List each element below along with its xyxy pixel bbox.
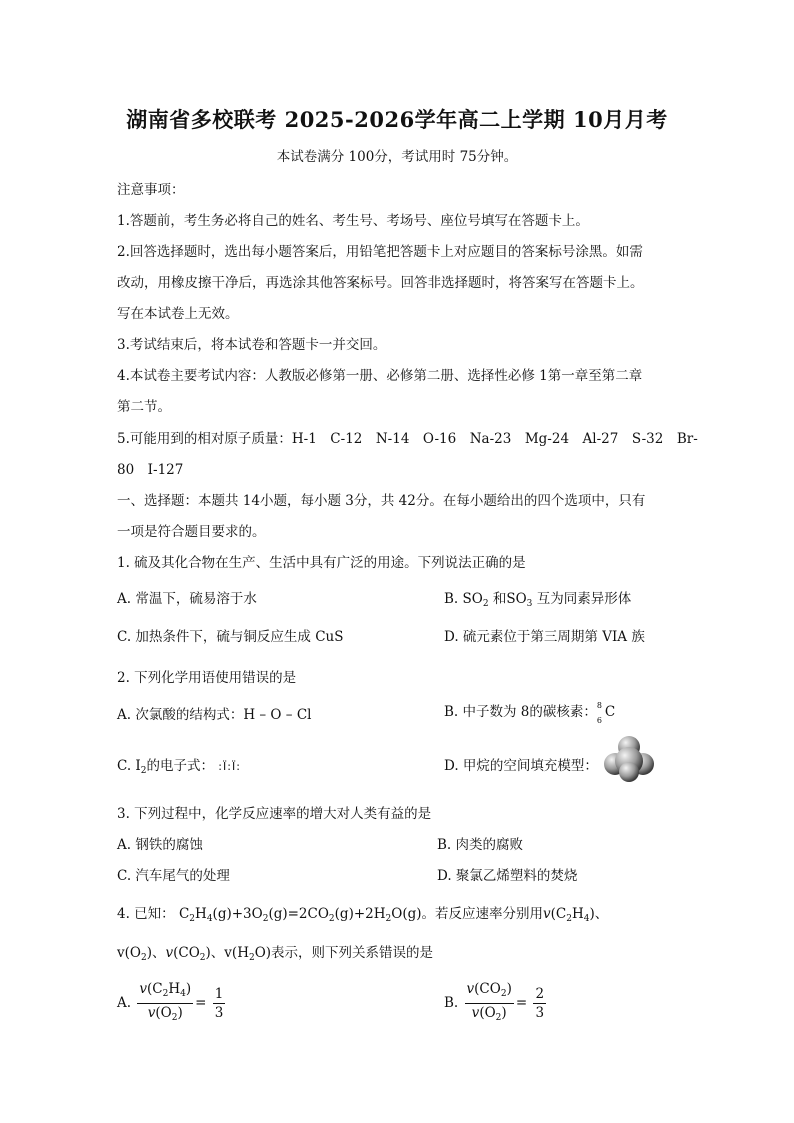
q1-option-b-label: B. [444, 591, 459, 607]
q3-option-c: C. 汽车尾气的处理 [117, 868, 230, 884]
carbon-nuclide-symbol: 8 6 [596, 700, 602, 725]
q1-option-b: B. $SO_2$ 和$SO_3$ 互为同素异形体 [444, 591, 632, 609]
iodine-electron-formula: :Ï:Ï: [218, 760, 241, 773]
section-heading-b: 一项是符合题目要求的。 [117, 524, 266, 540]
q2-option-b-text: B. 中子数为 8的碳核素： [444, 704, 597, 720]
q2-option-a: A. 次氯酸的结构式：H – O – Cl [117, 707, 312, 723]
q4-option-a: A. $\frac{v(C_2H_4)}{v(O_2)}$ = $\frac{1}{3}$ [117, 980, 227, 1027]
q3-option-a: A. 钢铁的腐蚀 [117, 837, 203, 853]
note-5b: 80 I-127 [117, 462, 184, 478]
q4-option-a-label: A. [117, 995, 132, 1011]
note-2a: 2.回答选择题时，选出每小题答案后，用铅笔把答题卡上对应题目的答案标号涂黑。如需 [117, 244, 643, 260]
exam-title: 湖南省多校联考 2025-2026学年高二上学期 10月月考 [126, 107, 668, 132]
note-5a: 5.可能用到的相对原子质量：H-1 C-12 N-14 O-16 Na-23 Mg-24 Al-27 S-32 Br- [117, 431, 698, 447]
q2-stem: 2. 下列化学用语使用错误的是 [117, 670, 297, 686]
q2-option-d: D. 甲烷的空间填充模型： [444, 758, 598, 774]
q1-option-a: A. 常温下，硫易溶于水 [117, 591, 257, 607]
note-2b: 改动，用橡皮擦干净后，再选涂其他答案标号。回答非选择题时，将答案写在答题卡上。 [117, 275, 644, 291]
section-heading-a: 一、选择题：本题共 14小题，每小题 3分，共 42分。在每小题给出的四个选项中，只有 [117, 493, 646, 509]
q1-stem: 1. 硫及其化合物在生产、生活中具有广泛的用途。下列说法正确的是 [117, 555, 526, 571]
q4-option-b-label: B. [444, 995, 459, 1011]
exam-subtitle: 本试卷满分 100分，考试用时 75分钟。 [276, 149, 518, 165]
q4-option-b-lhs-fraction: $\frac{v(CO_2)}{v(O_2)}$ [466, 981, 512, 1023]
q4-option-a-rhs-fraction: $\frac{1}{3}$ [214, 986, 224, 1021]
q4-option-b: B. $\frac{v(CO_2)}{v(O_2)}$ = $\frac{2}{3}$ [444, 980, 548, 1027]
q4-stem: 4. 已知： $C_2H_4(g)+3O_2(g)=2CO_2(g)+2H_2O(g)$。若反应速率分别用$v(C_2H_4)$、 [117, 906, 609, 924]
note-2c: 写在本试卷上无效。 [117, 306, 239, 322]
note-3: 3.考试结束后，将本试卷和答题卡一并交回。 [117, 337, 387, 353]
q4-stem-post: 。若反应速率分别用 [421, 906, 543, 922]
notes-heading: 注意事项： [117, 182, 185, 198]
q4-stem-line2-text: 表示，则下列关系错误的是 [271, 945, 434, 961]
q3-stem: 3. 下列过程中，化学反应速率的增大对人类有益的是 [117, 806, 432, 822]
q4-stem-line2: $v(O_2)$、$v(CO_2)$、$v(H_2O)$表示，则下列关系错误的是 [117, 945, 434, 963]
q2-option-c: C. $I_2$的电子式： :Ï:Ï: [117, 758, 241, 776]
q3-option-b: B. 肉类的腐败 [437, 837, 524, 853]
note-4b: 第二节。 [117, 399, 171, 415]
q1-option-c: C. 加热条件下，硫与铜反应生成 CuS [117, 629, 344, 645]
q4-stem-pre: 4. 已知： [117, 906, 175, 922]
q1-option-d: D. 硫元素位于第三周期第 VIA 族 [444, 629, 645, 645]
methane-space-filling-model-icon [602, 734, 658, 784]
note-4a: 4.本试卷主要考试内容：人教版必修第一册、必修第二册、选择性必修 1第一章至第二章 [117, 368, 643, 384]
note-1: 1.答题前，考生务必将自己的姓名、考生号、考场号、座位号填写在答题卡上。 [117, 213, 589, 229]
q1-option-b-text: 互为同素异形体 [536, 591, 632, 607]
q3-option-d: D. 聚氯乙烯塑料的焚烧 [437, 868, 578, 884]
q4-option-b-rhs-fraction: $\frac{2}{3}$ [535, 986, 545, 1021]
q2-option-b: B. 中子数为 8的碳核素： 8 6 C [444, 700, 616, 725]
q2-option-c-text: 的电子式： [146, 758, 214, 774]
q4-option-a-lhs-fraction: $\frac{v(C_2H_4)}{v(O_2)}$ [139, 981, 192, 1023]
